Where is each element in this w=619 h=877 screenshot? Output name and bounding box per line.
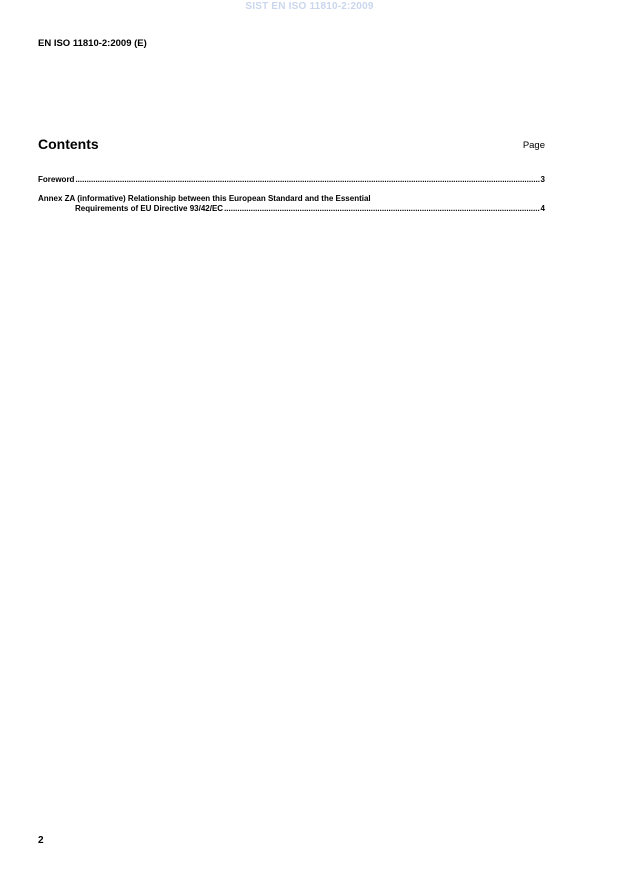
page-number: 2: [38, 835, 44, 846]
toc-entry-page: 4: [540, 204, 545, 213]
table-of-contents: [38, 175, 545, 214]
toc-entry-foreword[interactable]: [38, 175, 545, 185]
watermark: SIST EN ISO 11810-2:2009: [245, 1, 374, 12]
page-column-label: Page: [522, 140, 545, 151]
toc-entry-label-line1: Annex ZA (informative) Relationship between this European Standard and the Essential: [38, 194, 371, 203]
toc-dot-leader: [75, 175, 539, 185]
toc-entry-annex-za[interactable]: [38, 194, 545, 214]
contents-heading: Contents: [38, 136, 99, 152]
toc-entry-label-line2: Requirements of EU Directive 93/42/EC: [75, 204, 224, 213]
toc-dot-leader: [224, 204, 539, 214]
toc-entry-page: 3: [540, 175, 545, 184]
document-id-header: EN ISO 11810-2:2009 (E): [38, 38, 147, 49]
toc-entry-label: Foreword: [38, 175, 75, 184]
